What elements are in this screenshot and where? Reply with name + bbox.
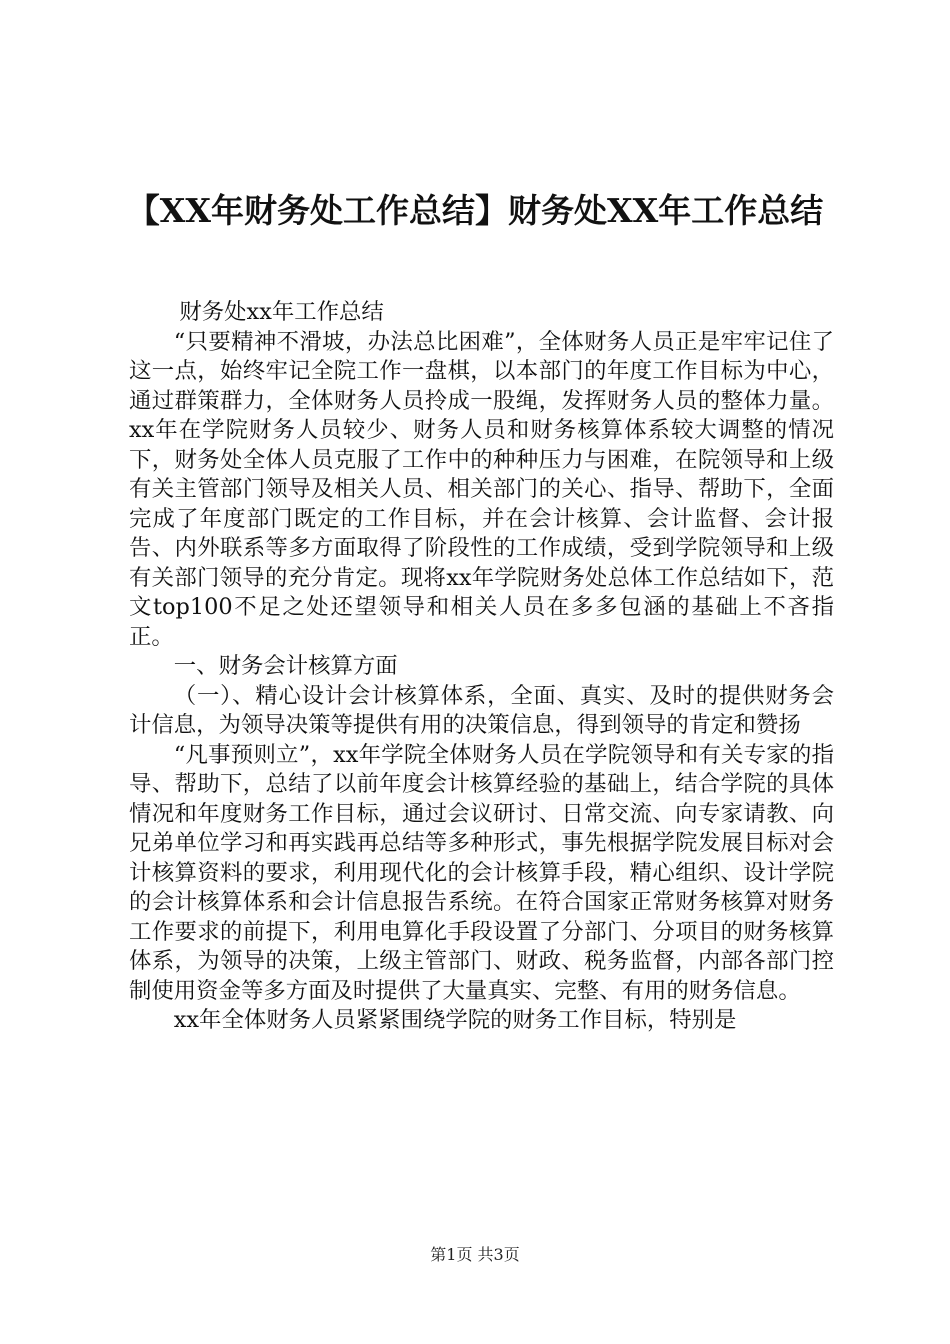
subtitle-paragraph: 财务处xx年工作总结 [179, 299, 384, 325]
subsection-heading: （一）、精心设计会计核算体系，全面、真实、及时的提供财务会计信息，为领导决策等提供有用的决策信息，得到领导的肯定和赞扬 [129, 682, 834, 738]
page-footer: 第1页 共3页 [430, 1245, 520, 1264]
body-paragraph: “凡事预则立”，xx年学院全体财务人员在学院领导和有关专家的指导、帮助下，总结了以前年度会计核算经验的基础上，结合学院的具体情况和年度财务工作目标，通过会议研讨、日常交流、向专家请教、向兄弟单位学习和再实践再总结等多种形式，事先根据学院发展目标对会计核算资料的要求，利用现代化的会计核算手段，精心组织、设计学院的会计核算体系和会计信息报告系统。在符合国家正常财务核算对财务工作要求的前提下，利用电算化手段设置了分部门、分项目的财务核算体系，为领导的决策，上级主管部门、财政、税务监督，内部各部门控制使用资金等多方面及时提供了大量真实、完整、有用的财务信息。 [129, 741, 834, 1004]
document-title: 【XX年财务处工作总结】财务处XX年工作总结 [126, 191, 824, 230]
document-body [129, 298, 834, 1036]
intro-paragraph: “只要精神不滑坡，办法总比困难”，全体财务人员正是牢牢记住了这一点，始终牢记全院工作一盘棋，以本部门的年度工作目标为中心，通过群策群力，全体财务人员拎成一股绳，发挥财务人员的整体力量。xx年在学院财务人员较少、财务人员和财务核算体系较大调整的情况下，财务处全体人员克服了工作中的种种压力与困难，在院领导和上级有关主管部门领导及相关人员、相关部门的关心、指导、帮助下，全面完成了年度部门既定的工作目标，并在会计核算、会计监督、会计报告、内外联系等多方面取得了阶段性的工作成绩，受到学院领导和上级有关部门领导的充分肯定。现将xx年学院财务处总体工作总结如下，范文top100不足之处还望领导和相关人员在多多包涵的基础上不吝指正。 [129, 328, 834, 650]
body-paragraph: xx年全体财务人员紧紧围绕学院的财务工作目标，特别是 [173, 1007, 737, 1033]
section-heading: 一、财务会计核算方面 [173, 653, 398, 679]
